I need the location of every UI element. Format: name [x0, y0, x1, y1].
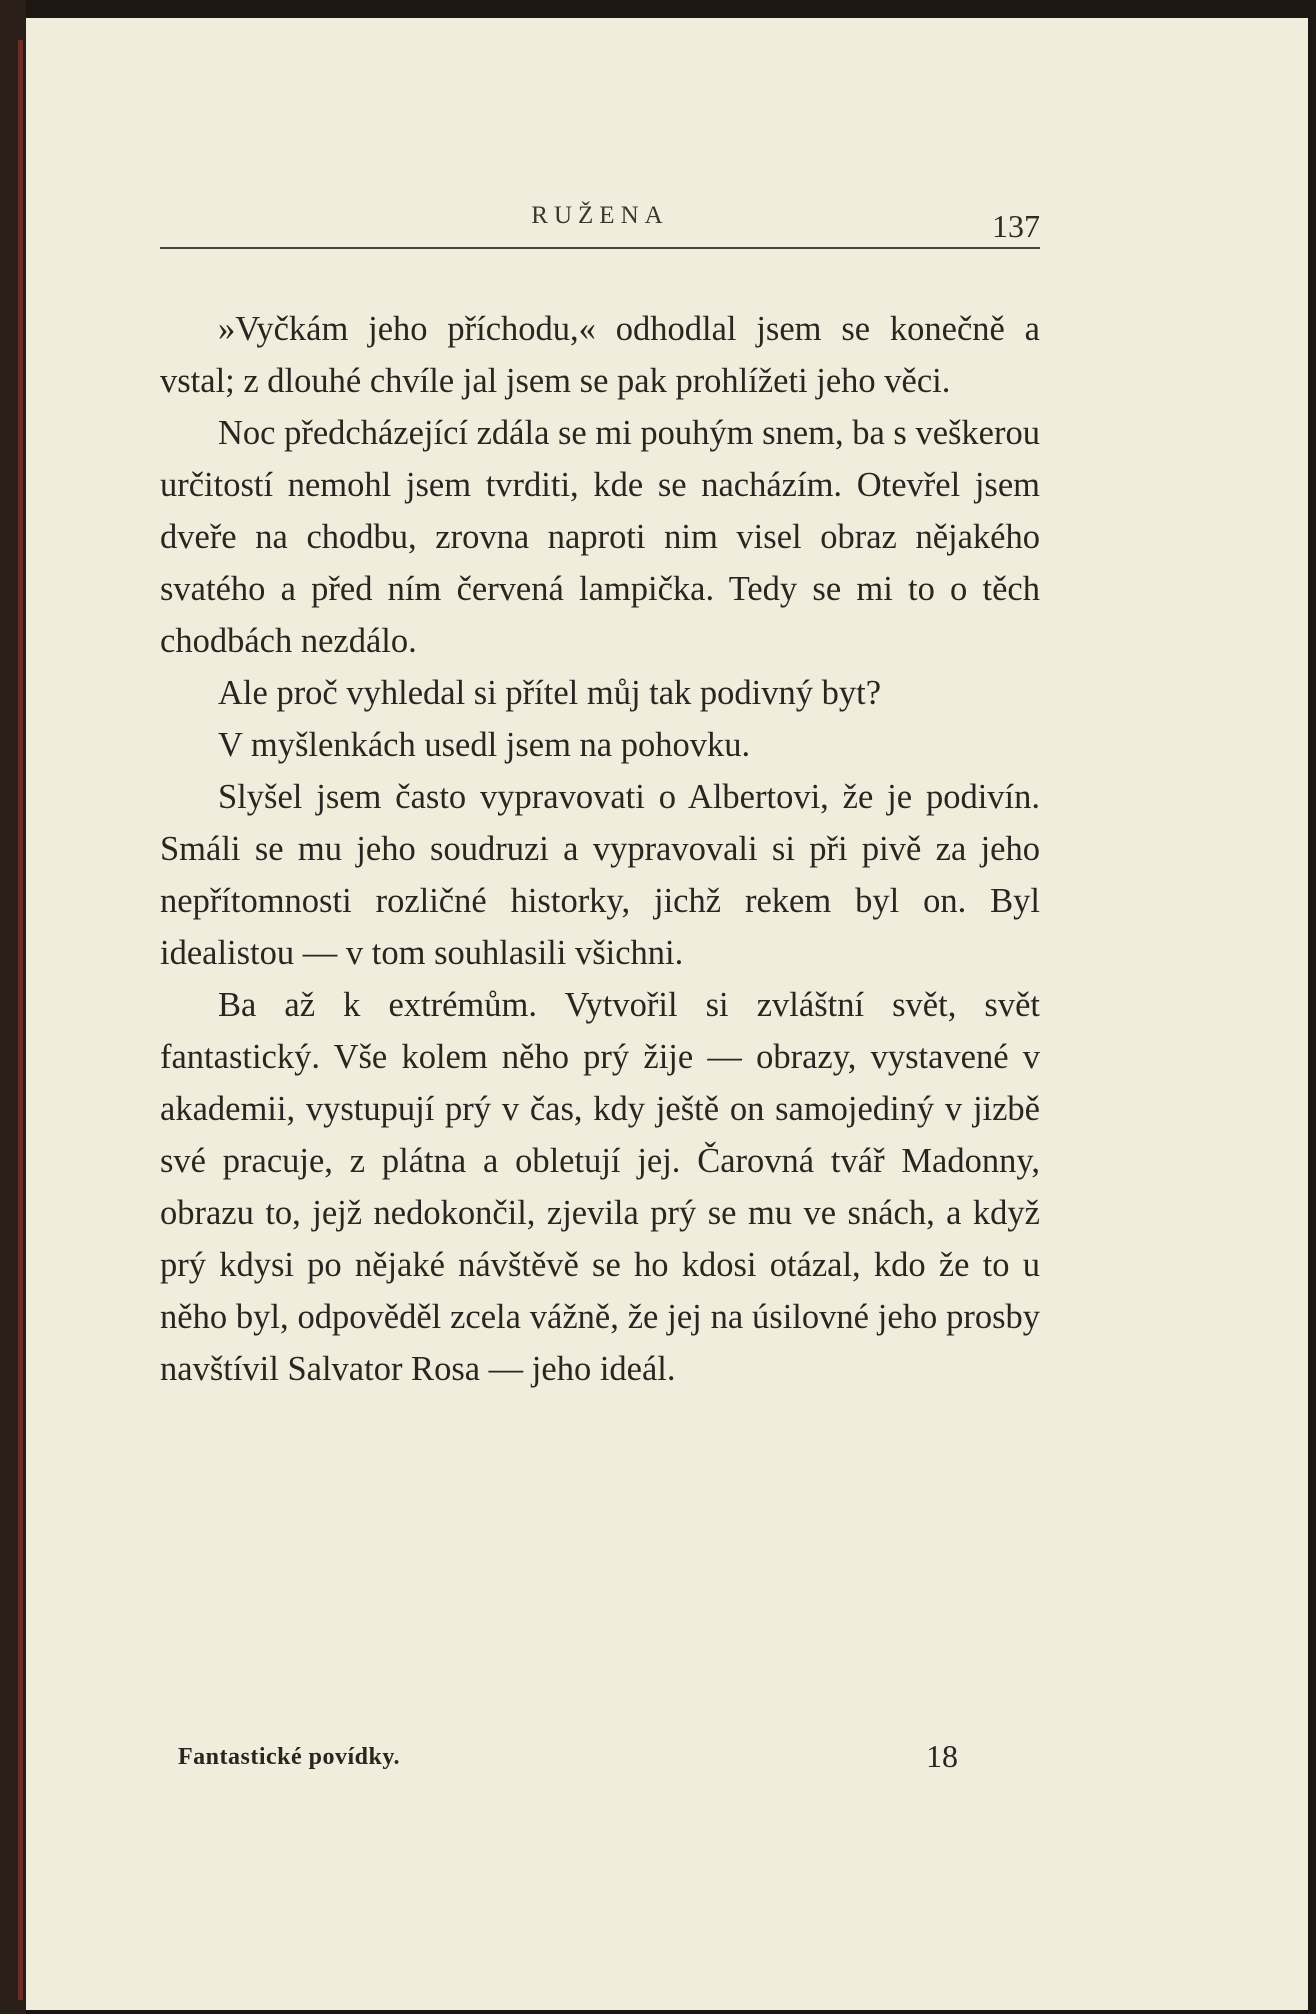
- paragraph: Slyšel jsem často vypravovati o Albertovi, že je podivín. Smáli se mu jeho soudruzi a vypravovali si při pivě za jeho nepřítomnosti rozličné historky, jichž rekem byl on. Byl idealistou — v tom souhlasili všichni.: [160, 778, 1040, 972]
- paragraph: V myšlenkách usedl jsem na pohovku.: [218, 726, 751, 764]
- page-top-edge: [0, 0, 1316, 18]
- page-right-edge: [1308, 0, 1316, 2014]
- printer-signature: Fantastické povídky.: [178, 1744, 401, 1770]
- page-number: 137: [992, 208, 1040, 244]
- paragraph: Ba až k extrémům. Vytvořil si zvláštní svět, svět fantastický. Vše kolem něho prý žije — obrazy, vystavené v akademii, vystupují prý v čas, kdy ještě on samojediný v jizbě své pracuje, z plátna a obletují jej. Čarovná tvář Madonny, obrazu to, jejž nedokončil, zjevila prý se mu ve snách, a když prý kdysi po nějaké návštěvě se ho kdosi otázal, kdo že to u něho byl, odpověděl zcela vážně, že jej na úsilovné jeho prosby navštívil Salvator Rosa — jeho ideál.: [160, 986, 1040, 1388]
- paragraph: Noc předcházející zdála se mi pouhým snem, ba s veškerou určitostí nemohl jsem tvrditi, kde se nacházím. Otevřel jsem dveře na chodbu, zrovna naproti nim visel obraz nějakého svatého a před ním červená lampička. Tedy se mi to o těch chodbách nezdálo.: [160, 414, 1040, 660]
- header-rule: [160, 247, 1040, 249]
- book-binding: [0, 0, 26, 2014]
- signature-mark: 18: [926, 1738, 958, 1774]
- paragraph: Ale proč vyhledal si přítel můj tak podivný byt?: [218, 674, 882, 712]
- running-head: [160, 202, 1040, 242]
- body-text: [160, 303, 1040, 1395]
- running-title: RUŽENA: [531, 202, 669, 229]
- binding-stripe: [18, 40, 23, 2000]
- page-footer: [178, 1738, 958, 1778]
- paragraph: »Vyčkám jeho příchodu,« odhodlal jsem se konečně a vstal; z dlouhé chvíle jal jsem se pak prohlížeti jeho věci.: [160, 310, 1040, 400]
